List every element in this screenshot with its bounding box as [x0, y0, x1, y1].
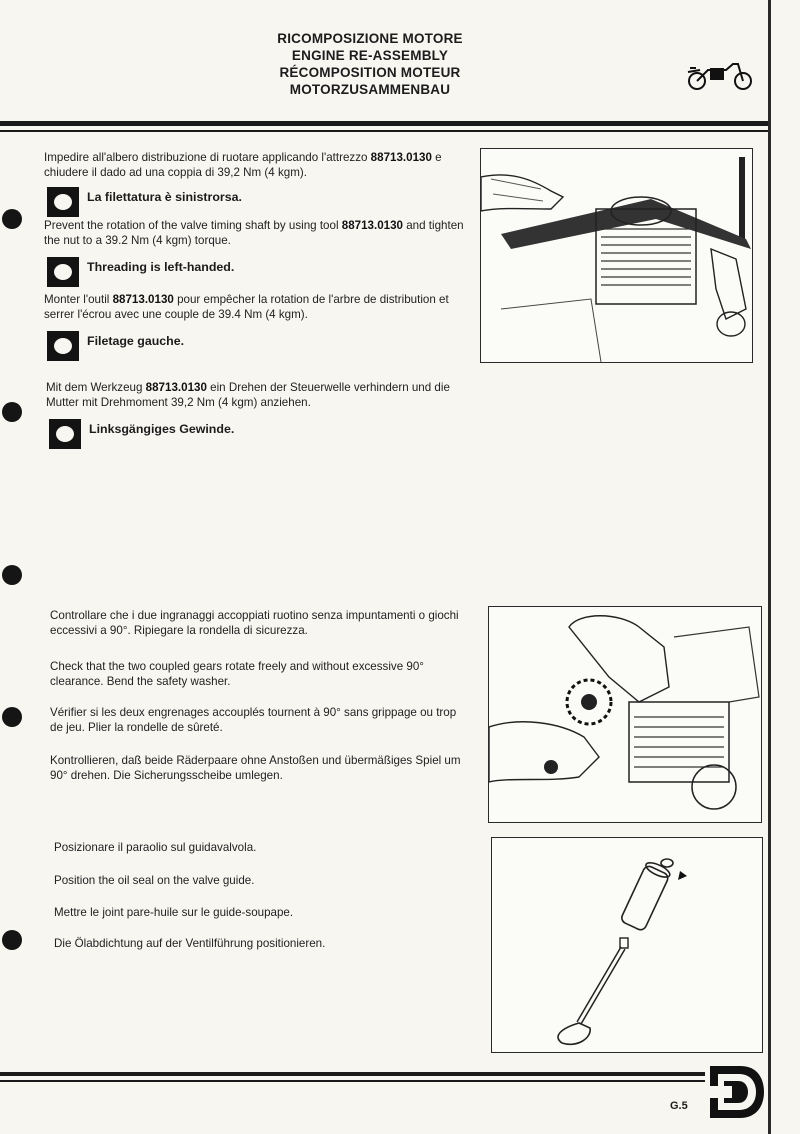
gears-instruction-english: Check that the two coupled gears rotate freely and without excessive 90° clearance. Bend the safety washer. — [50, 660, 424, 688]
text-italian-pre: Impedire all'albero distribuzione di ruotare applicando l'attrezzo — [44, 151, 371, 164]
instruction-french — [44, 292, 464, 322]
title-english: ENGINE RE-ASSEMBLY — [291, 48, 449, 63]
instruction-german — [46, 380, 466, 410]
figure-valve-timing-tool — [480, 148, 753, 363]
page-number: G.5 — [670, 1100, 688, 1112]
warning-text: Threading is left-handed. — [87, 260, 235, 274]
warning-square-icon — [47, 187, 79, 217]
gears-instruction-french: Vérifier si les deux engrenages accouplés tournent à 90° sans grippage ou trop de jeu. Plier la rondelle de sûreté. — [50, 706, 457, 734]
warning-square-icon — [49, 419, 81, 449]
binder-hole — [2, 402, 22, 422]
footer-rule-thin — [0, 1080, 705, 1082]
title-german: MOTORZUSAMMENBAU — [289, 82, 451, 97]
figure-coupled-gears — [488, 606, 762, 823]
oilseal-instruction-italian: Posizionare il paraolio sul guidavalvola. — [54, 841, 257, 854]
text-english-pre: Prevent the rotation of the valve timing shaft by using tool — [44, 219, 342, 232]
warning-german — [49, 419, 234, 449]
binder-hole — [2, 930, 22, 950]
footer-rule-thick — [0, 1072, 705, 1076]
warning-text: Linksgängiges Gewinde. — [89, 422, 235, 436]
tool-number: 88713.0130 — [112, 293, 174, 306]
figure-oil-seal-valve-guide — [491, 837, 763, 1053]
text-german-pre: Mit dem Werkzeug — [46, 381, 146, 394]
text-italian-post: e chiudere il dado ad una coppia di 39,2 Nm (4 kgm). — [44, 151, 442, 179]
hands-gears-illustration — [489, 607, 761, 822]
text-german-post: ein Drehen der Steuerwelle verhindern und die Mutter mit Drehmoment 39,2 Nm (4 kgm) anziehen. — [46, 381, 450, 409]
warning-english — [47, 257, 234, 287]
text-french-pre: Monter l'outil — [44, 293, 113, 306]
oilseal-instruction-german: Die Ölabdichtung auf der Ventilführung positionieren. — [54, 937, 326, 950]
gears-instruction-italian: Controllare che i due ingranaggi accoppiati ruotino senza impuntamenti o giochi eccessivi a 90°. Ripiegare la rondella di sicurezza. — [50, 609, 459, 637]
instruction-english — [44, 218, 464, 248]
oilseal-instruction-french: Mettre le joint pare-huile sur le guide-soupape. — [54, 906, 294, 919]
text-english-post: and tighten the nut to a 39.2 Nm (4 kgm) torque. — [44, 219, 464, 247]
header-rule-thick — [0, 121, 770, 126]
header-rule-thin — [0, 130, 770, 132]
warning-french — [47, 331, 184, 361]
motorcycle-icon — [686, 60, 756, 92]
engine-head-tool-illustration — [481, 149, 752, 362]
valve-seal-illustration — [492, 838, 762, 1052]
warning-square-icon — [47, 331, 79, 361]
warning-text: La filettatura è sinistrorsa. — [87, 190, 242, 204]
title-italian: RICOMPOSIZIONE MOTORE — [277, 31, 463, 46]
binder-hole — [2, 209, 22, 229]
binder-hole — [2, 707, 22, 727]
warning-square-icon — [47, 257, 79, 287]
binder-hole — [2, 565, 22, 585]
gears-instruction-german: Kontrollieren, daß beide Räderpaare ohne Anstoßen und übermäßiges Spiel um 90° drehen. Die Sicherungsscheibe umlegen. — [50, 754, 461, 782]
tool-number: 88713.0130 — [370, 151, 432, 164]
page-header — [180, 30, 560, 98]
text-french-post: pour empêcher la rotation de l'arbre de distribution et serrer l'écrou avec une couple de 39.4 Nm (4 kgm). — [44, 293, 449, 321]
instruction-italian — [44, 150, 464, 180]
title-french: RÉCOMPOSITION MOTEUR — [279, 65, 461, 80]
warning-italian — [47, 187, 242, 217]
right-margin-rule — [768, 0, 771, 1134]
warning-text: Filetage gauche. — [87, 334, 185, 348]
tool-number: 88713.0130 — [341, 219, 404, 232]
oilseal-instruction-english: Position the oil seal on the valve guide. — [54, 874, 255, 887]
ducati-d-logo-icon — [706, 1062, 768, 1122]
tool-number: 88713.0130 — [145, 381, 207, 394]
